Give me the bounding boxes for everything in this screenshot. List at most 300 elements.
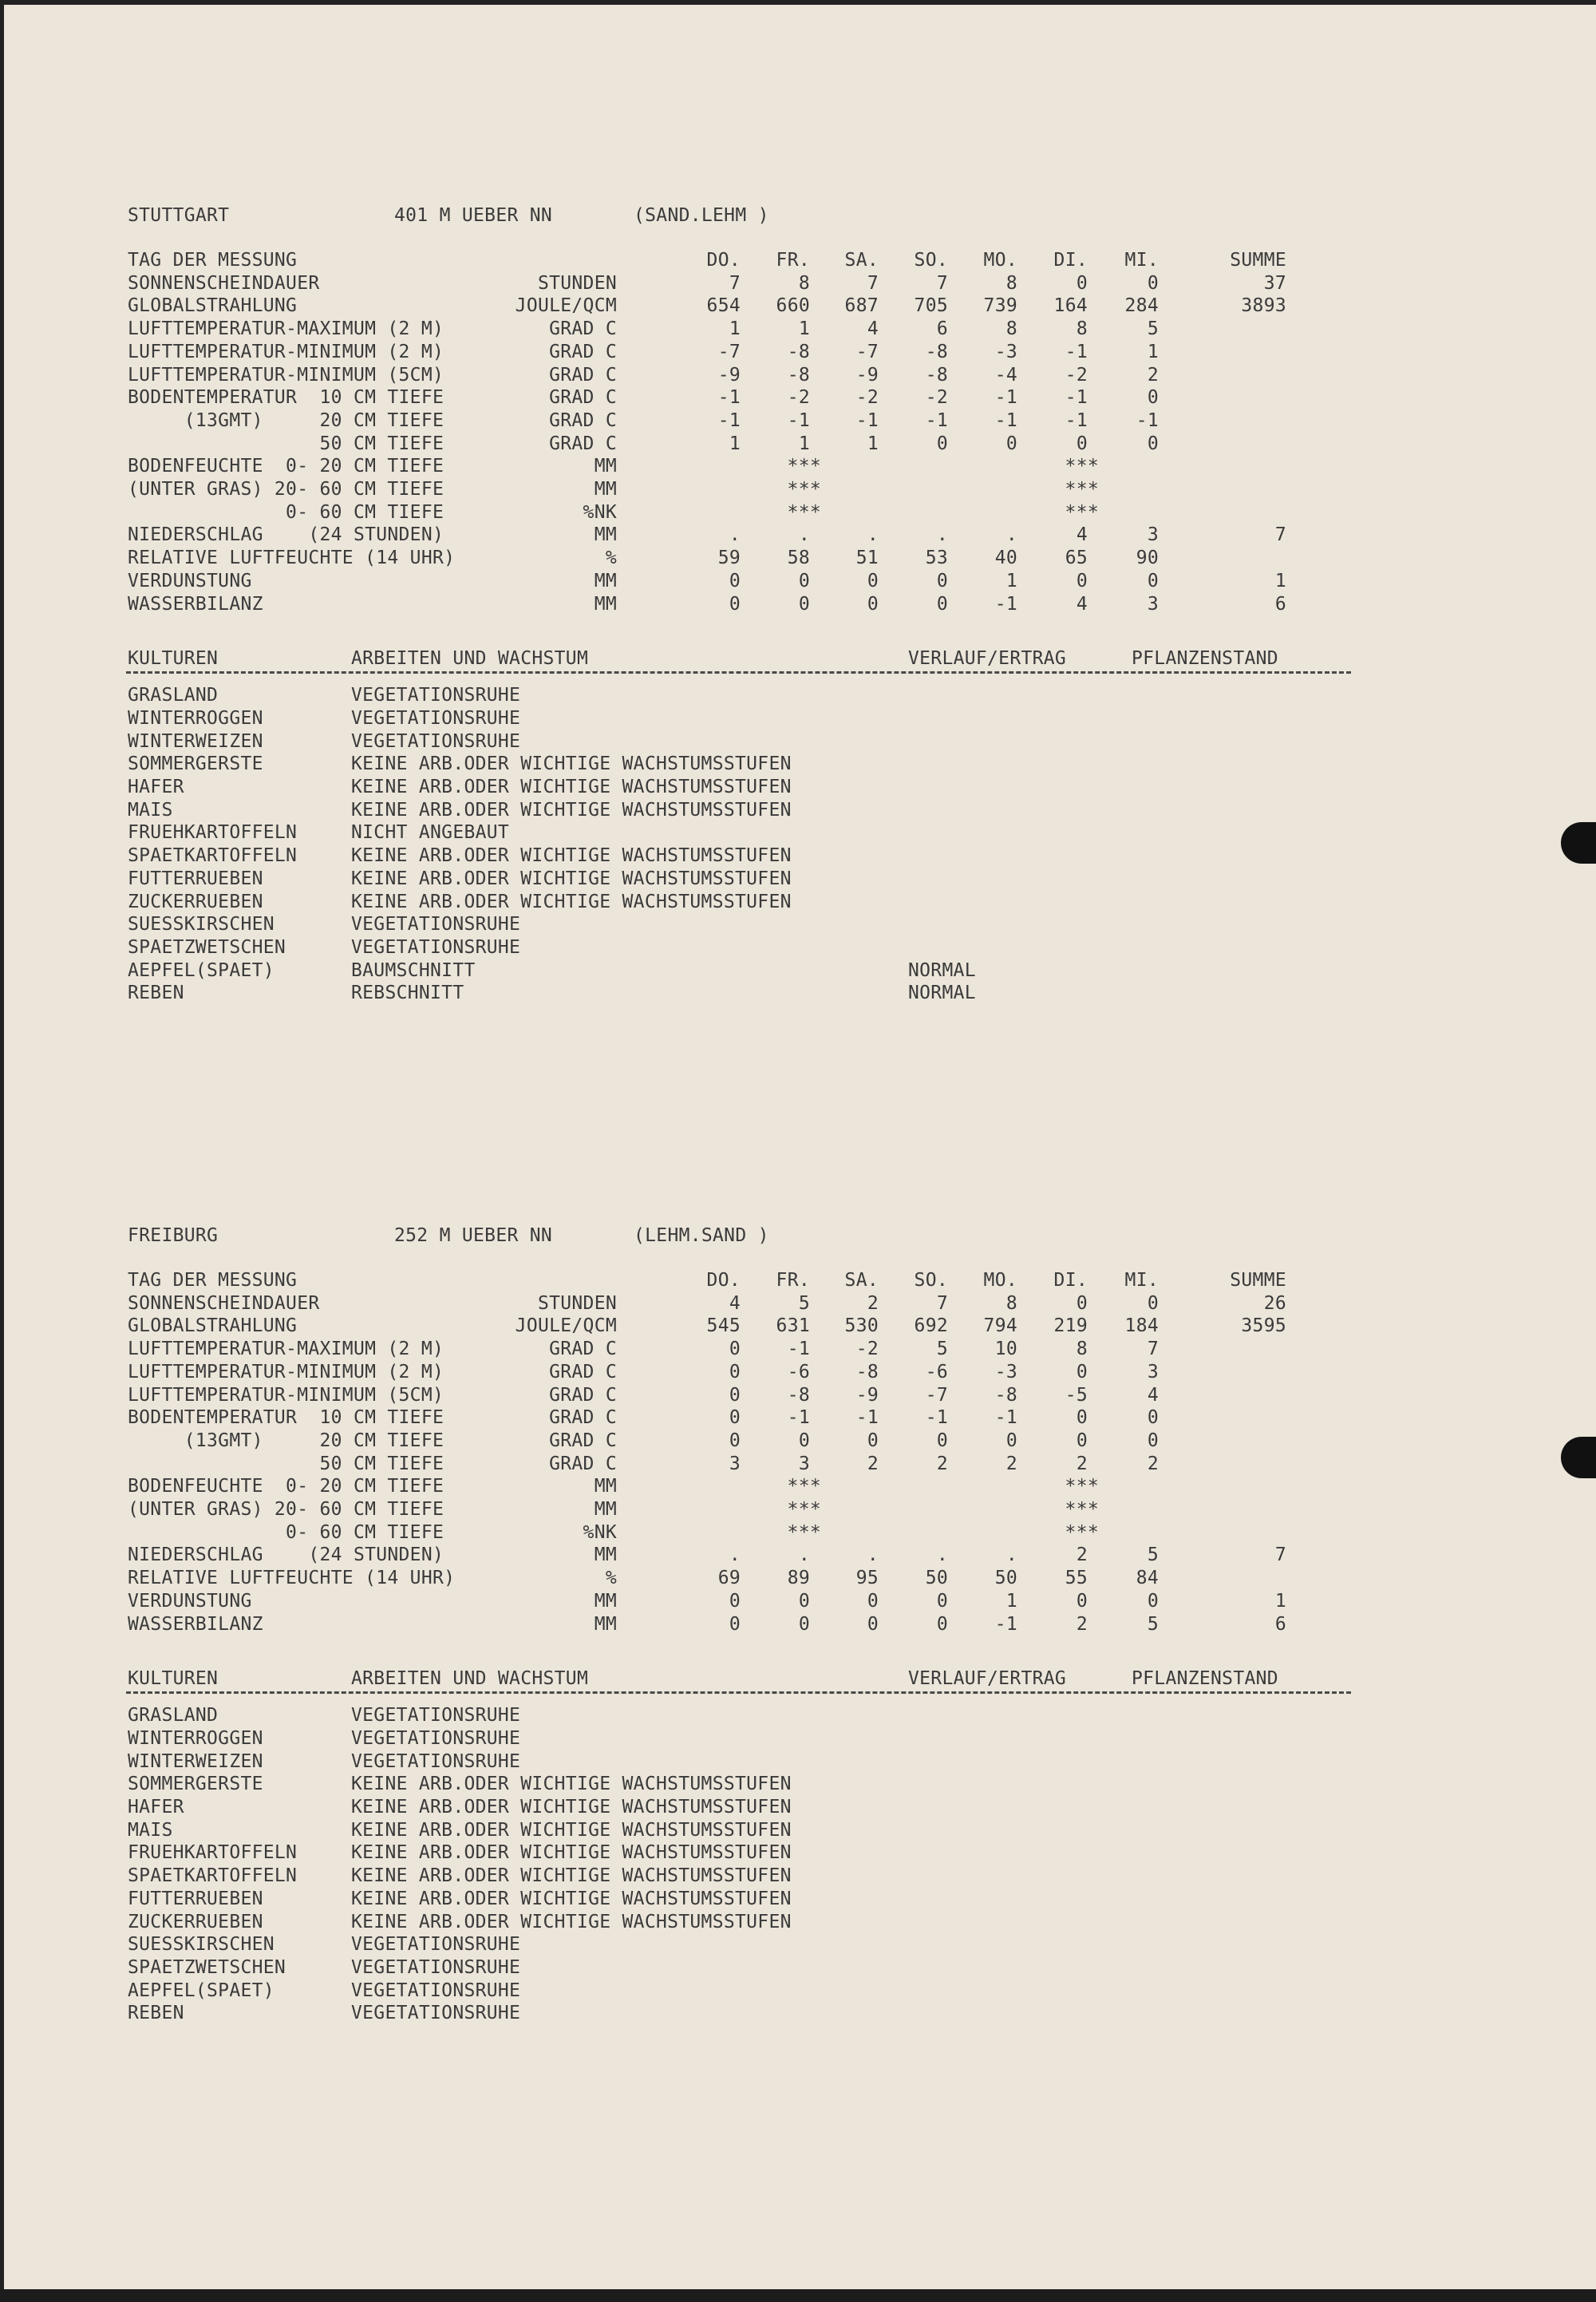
measure-value: 530 bbox=[844, 1315, 879, 1337]
measure-label: LUFTTEMPERATUR-MINIMUM (5CM) bbox=[128, 1384, 444, 1406]
crop-name: MAIS bbox=[128, 1819, 173, 1841]
measure-value: 7 bbox=[729, 272, 741, 294]
crop-name: AEPFEL(SPAET) bbox=[128, 1980, 275, 2001]
crop-name: FUTTERRUEBEN bbox=[128, 1888, 263, 1909]
measure-unit: STUNDEN bbox=[537, 272, 617, 294]
measure-value: *** bbox=[1065, 501, 1099, 523]
measure-value: 3 bbox=[1147, 1361, 1159, 1382]
measure-value: -8 bbox=[787, 341, 810, 362]
measure-unit: GRAD C bbox=[549, 1339, 617, 1360]
measure-label: LUFTTEMPERATUR-MAXIMUM (2 M) bbox=[128, 318, 444, 340]
measure-value: -3 bbox=[994, 1361, 1017, 1382]
measure-value: 0 bbox=[1147, 433, 1159, 454]
measure-unit: GRAD C bbox=[549, 1430, 617, 1451]
measure-unit: GRAD C bbox=[549, 318, 617, 340]
measure-label: BODENFEUCHTE 0- 20 CM TIEFE bbox=[128, 456, 444, 477]
crop-work: VEGETATIONSRUHE bbox=[351, 1705, 521, 1726]
measure-value: -1 bbox=[855, 409, 879, 431]
measure-value: *** bbox=[1065, 1521, 1099, 1543]
measure-value: 1 bbox=[798, 433, 810, 454]
measure-unit: MM bbox=[594, 1613, 617, 1635]
measure-value: 59 bbox=[717, 548, 741, 569]
crop-name: SOMMERGERSTE bbox=[128, 753, 263, 775]
station-name: STUTTGART bbox=[128, 205, 230, 226]
measure-value: 631 bbox=[776, 1315, 810, 1337]
measure-unit: GRAD C bbox=[549, 341, 617, 362]
measure-value: 2 bbox=[936, 1453, 948, 1474]
measure-value: 4 bbox=[1147, 1384, 1159, 1406]
day-header: DI. bbox=[1053, 1270, 1088, 1291]
measure-value: 0 bbox=[798, 570, 810, 591]
measure-value: -5 bbox=[1065, 1384, 1088, 1406]
measure-value: -1 bbox=[855, 1407, 879, 1429]
measure-value: . bbox=[1005, 524, 1017, 546]
measure-unit: MM bbox=[594, 479, 617, 500]
measure-value: 0 bbox=[729, 1430, 741, 1451]
measure-value: -1 bbox=[994, 409, 1017, 431]
crop-name: GRASLAND bbox=[128, 1705, 219, 1726]
day-header: SO. bbox=[914, 1270, 948, 1291]
crops-header-pflanzenstand: PFLANZENSTAND bbox=[1132, 1668, 1278, 1690]
measure-value: . bbox=[729, 524, 741, 546]
measure-value: 0 bbox=[1147, 387, 1159, 409]
measure-value: -7 bbox=[717, 341, 741, 362]
measure-value: 5 bbox=[1147, 1545, 1159, 1566]
crop-name: SUESSKIRSCHEN bbox=[128, 1934, 275, 1956]
measure-value: 95 bbox=[855, 1568, 879, 1589]
measure-value: 0 bbox=[1076, 1430, 1088, 1451]
measure-sum: 1 bbox=[1274, 1590, 1286, 1612]
measure-value: -1 bbox=[925, 1407, 948, 1429]
measure-value: 1 bbox=[867, 433, 879, 454]
measure-label: VERDUNSTUNG bbox=[128, 1590, 252, 1612]
day-header: DI. bbox=[1053, 250, 1088, 271]
measure-value: 7 bbox=[936, 272, 948, 294]
station-soil: (SAND.LEHM ) bbox=[634, 205, 769, 226]
measure-value: 40 bbox=[994, 548, 1017, 569]
measure-value: 3 bbox=[798, 1453, 810, 1474]
measure-value: 51 bbox=[855, 548, 879, 569]
measure-unit: GRAD C bbox=[549, 1453, 617, 1474]
measure-label: 50 CM TIEFE bbox=[128, 433, 444, 454]
dashed-separator bbox=[126, 1691, 1351, 1694]
measure-label: BODENTEMPERATUR 10 CM TIEFE bbox=[128, 1407, 444, 1429]
measure-sum: 7 bbox=[1274, 1545, 1286, 1566]
measure-value: -9 bbox=[855, 1384, 879, 1406]
crop-work: VEGETATIONSRUHE bbox=[351, 1934, 521, 1956]
crop-work: KEINE ARB.ODER WICHTIGE WACHSTUMSSTUFEN bbox=[351, 868, 792, 889]
measure-value: 0 bbox=[867, 1613, 879, 1635]
day-header: MI. bbox=[1124, 250, 1159, 271]
measure-value: *** bbox=[787, 479, 821, 500]
measure-label: GLOBALSTRAHLUNG bbox=[128, 1315, 298, 1337]
measure-unit: MM bbox=[594, 524, 617, 546]
measure-value: 0 bbox=[1076, 570, 1088, 591]
crop-work: VEGETATIONSRUHE bbox=[351, 1956, 521, 1978]
measure-value: -1 bbox=[717, 387, 741, 409]
scan-edge-bottom bbox=[0, 2289, 1596, 2302]
measure-unit: MM bbox=[594, 1545, 617, 1566]
measure-value: -4 bbox=[994, 364, 1017, 386]
day-header: FR. bbox=[776, 1270, 810, 1291]
measure-sum: 3893 bbox=[1241, 295, 1286, 317]
day-header: DO. bbox=[706, 1270, 741, 1291]
measure-value: -1 bbox=[717, 409, 741, 431]
measure-unit: %NK bbox=[583, 1521, 617, 1543]
measure-value: 545 bbox=[706, 1315, 741, 1337]
crop-name: MAIS bbox=[128, 799, 173, 821]
crop-work: VEGETATIONSRUHE bbox=[351, 1750, 521, 1772]
measure-value: 10 bbox=[994, 1339, 1017, 1360]
measure-value: 0 bbox=[1076, 1590, 1088, 1612]
measure-value: 0 bbox=[729, 1384, 741, 1406]
measure-value: -2 bbox=[1065, 364, 1088, 386]
crop-work: KEINE ARB.ODER WICHTIGE WACHSTUMSSTUFEN bbox=[351, 799, 792, 821]
crop-name: SOMMERGERSTE bbox=[128, 1774, 263, 1795]
measure-value: 0 bbox=[1076, 433, 1088, 454]
crop-name: REBEN bbox=[128, 2003, 184, 2024]
measure-value: *** bbox=[787, 456, 821, 477]
measure-value: 0 bbox=[798, 1613, 810, 1635]
measure-value: *** bbox=[787, 1521, 821, 1543]
punch-hole bbox=[1561, 1437, 1596, 1478]
measure-value: *** bbox=[787, 1476, 821, 1497]
measure-value: 687 bbox=[844, 295, 879, 317]
measure-label: NIEDERSCHLAG (24 STUNDEN) bbox=[128, 524, 444, 546]
measure-unit: GRAD C bbox=[549, 1384, 617, 1406]
measure-label: LUFTTEMPERATUR-MAXIMUM (2 M) bbox=[128, 1339, 444, 1360]
measure-label: LUFTTEMPERATUR-MINIMUM (2 M) bbox=[128, 1361, 444, 1382]
measure-value: 53 bbox=[925, 548, 948, 569]
measure-value: -3 bbox=[994, 341, 1017, 362]
crop-work: KEINE ARB.ODER WICHTIGE WACHSTUMSSTUFEN bbox=[351, 1888, 792, 1909]
measure-value: 2 bbox=[867, 1453, 879, 1474]
measure-value: 0 bbox=[798, 593, 810, 615]
measurement-label: TAG DER MESSUNG bbox=[128, 250, 298, 271]
measure-value: 58 bbox=[787, 548, 810, 569]
dashed-separator bbox=[126, 671, 1351, 674]
measure-unit: GRAD C bbox=[549, 409, 617, 431]
measure-value: -1 bbox=[994, 387, 1017, 409]
measure-value: -1 bbox=[1065, 409, 1088, 431]
crop-work: KEINE ARB.ODER WICHTIGE WACHSTUMSSTUFEN bbox=[351, 1797, 792, 1817]
crop-work: BAUMSCHNITT bbox=[351, 959, 476, 981]
station-elevation: 401 M UEBER NN bbox=[394, 205, 553, 226]
measure-value: 660 bbox=[776, 295, 810, 317]
measure-value: 5 bbox=[798, 1292, 810, 1314]
measure-label: 0- 60 CM TIEFE bbox=[128, 501, 444, 523]
measure-value: 654 bbox=[706, 295, 741, 317]
measure-value: 69 bbox=[717, 1568, 741, 1589]
measure-value: 4 bbox=[729, 1292, 741, 1314]
crops-header-pflanzenstand: PFLANZENSTAND bbox=[1132, 648, 1278, 670]
sum-header: SUMME bbox=[1230, 1270, 1286, 1291]
measure-value: 0 bbox=[729, 570, 741, 591]
measure-value: 8 bbox=[1005, 1292, 1017, 1314]
measure-value: 0 bbox=[1005, 433, 1017, 454]
measure-value: 65 bbox=[1065, 548, 1088, 569]
measure-value: 6 bbox=[936, 318, 948, 340]
measure-value: 0 bbox=[867, 1430, 879, 1451]
measure-value: 0 bbox=[1147, 272, 1159, 294]
measure-value: -8 bbox=[787, 1384, 810, 1406]
measure-value: . bbox=[798, 524, 810, 546]
measure-value: . bbox=[936, 1545, 948, 1566]
crop-course: NORMAL bbox=[908, 959, 976, 981]
measure-value: 84 bbox=[1136, 1568, 1159, 1589]
measurement-label: TAG DER MESSUNG bbox=[128, 1270, 298, 1291]
measure-value: 7 bbox=[1147, 1339, 1159, 1360]
measure-value: 0 bbox=[1076, 1407, 1088, 1429]
measure-unit: MM bbox=[594, 593, 617, 615]
crop-work: VEGETATIONSRUHE bbox=[351, 2003, 521, 2024]
measure-value: -8 bbox=[994, 1384, 1017, 1406]
measure-label: (13GMT) 20 CM TIEFE bbox=[128, 1430, 444, 1451]
measure-value: -2 bbox=[855, 387, 879, 409]
crop-name: SPAETKARTOFFELN bbox=[128, 1865, 298, 1887]
measure-value: . bbox=[729, 1545, 741, 1566]
crop-name: GRASLAND bbox=[128, 685, 219, 706]
day-header: SO. bbox=[914, 250, 948, 271]
measure-value: -6 bbox=[925, 1361, 948, 1382]
measure-unit: JOULE/QCM bbox=[515, 295, 617, 317]
measure-value: -2 bbox=[787, 387, 810, 409]
measure-sum: 3595 bbox=[1241, 1315, 1286, 1337]
measure-value: 0 bbox=[867, 593, 879, 615]
crop-name: FRUEHKARTOFFELN bbox=[128, 822, 298, 844]
crop-work: KEINE ARB.ODER WICHTIGE WACHSTUMSSTUFEN bbox=[351, 777, 792, 797]
measure-value: 90 bbox=[1136, 548, 1159, 569]
measure-unit: %NK bbox=[583, 501, 617, 523]
measure-sum: 26 bbox=[1263, 1292, 1286, 1314]
measure-value: -7 bbox=[855, 341, 879, 362]
measure-value: -2 bbox=[855, 1339, 879, 1360]
crops-header-arbeiten: ARBEITEN UND WACHSTUM bbox=[351, 648, 589, 670]
measure-value: 0 bbox=[729, 1407, 741, 1429]
station-soil: (LEHM.SAND ) bbox=[634, 1225, 769, 1246]
measure-label: BODENTEMPERATUR 10 CM TIEFE bbox=[128, 387, 444, 409]
measure-value: 2 bbox=[1147, 364, 1159, 386]
crop-work: KEINE ARB.ODER WICHTIGE WACHSTUMSSTUFEN bbox=[351, 1842, 792, 1864]
crops-header-verlauf: VERLAUF/ERTRAG bbox=[908, 1668, 1067, 1690]
crop-work: VEGETATIONSRUHE bbox=[351, 1980, 521, 2001]
measure-value: -1 bbox=[787, 1407, 810, 1429]
crop-work: KEINE ARB.ODER WICHTIGE WACHSTUMSSTUFEN bbox=[351, 1865, 792, 1887]
punch-hole bbox=[1561, 822, 1596, 864]
measure-value: -8 bbox=[855, 1361, 879, 1382]
measure-value: -1 bbox=[994, 593, 1017, 615]
measure-sum: 6 bbox=[1274, 1613, 1286, 1635]
crop-name: SUESSKIRSCHEN bbox=[128, 914, 275, 935]
crop-work: VEGETATIONSRUHE bbox=[351, 1727, 521, 1749]
crop-name: WINTERWEIZEN bbox=[128, 1750, 263, 1772]
measure-label: WASSERBILANZ bbox=[128, 593, 263, 615]
measure-value: 8 bbox=[1076, 318, 1088, 340]
crop-work: KEINE ARB.ODER WICHTIGE WACHSTUMSSTUFEN bbox=[351, 1911, 792, 1932]
measure-value: 3 bbox=[729, 1453, 741, 1474]
measure-value: *** bbox=[787, 501, 821, 523]
measure-value: 0 bbox=[798, 1430, 810, 1451]
scan-edge-left bbox=[0, 0, 4, 2302]
measure-value: 7 bbox=[936, 1292, 948, 1314]
measure-unit: STUNDEN bbox=[537, 1292, 617, 1314]
crop-name: FRUEHKARTOFFELN bbox=[128, 1842, 298, 1864]
crop-name: SPAETKARTOFFELN bbox=[128, 845, 298, 867]
measure-value: 0 bbox=[867, 570, 879, 591]
day-header: MO. bbox=[983, 250, 1017, 271]
measure-value: 1 bbox=[1147, 341, 1159, 362]
measure-value: 2 bbox=[1147, 1453, 1159, 1474]
day-header: DO. bbox=[706, 250, 741, 271]
measure-sum: 37 bbox=[1263, 272, 1286, 294]
measure-value: 0 bbox=[1147, 570, 1159, 591]
measure-unit: GRAD C bbox=[549, 1407, 617, 1429]
measure-value: -9 bbox=[855, 364, 879, 386]
measure-value: 692 bbox=[914, 1315, 948, 1337]
measure-label: SONNENSCHEINDAUER bbox=[128, 272, 320, 294]
measure-value: *** bbox=[1065, 479, 1099, 500]
measure-value: 0 bbox=[1005, 1430, 1017, 1451]
measure-value: 4 bbox=[867, 318, 879, 340]
measure-label: (13GMT) 20 CM TIEFE bbox=[128, 409, 444, 431]
measure-value: -1 bbox=[787, 409, 810, 431]
measure-unit: GRAD C bbox=[549, 387, 617, 409]
crops-header-verlauf: VERLAUF/ERTRAG bbox=[908, 648, 1067, 670]
crop-work: VEGETATIONSRUHE bbox=[351, 936, 521, 958]
measure-value: -8 bbox=[787, 364, 810, 386]
measure-value: -1 bbox=[925, 409, 948, 431]
measure-label: 50 CM TIEFE bbox=[128, 1453, 444, 1474]
measure-value: *** bbox=[787, 1499, 821, 1520]
measure-value: 1 bbox=[729, 433, 741, 454]
crop-name: ZUCKERRUEBEN bbox=[128, 891, 263, 912]
crop-name: HAFER bbox=[128, 1797, 184, 1817]
crop-name: WINTERROGGEN bbox=[128, 1727, 263, 1749]
crop-work: KEINE ARB.ODER WICHTIGE WACHSTUMSSTUFEN bbox=[351, 891, 792, 912]
measure-value: 0 bbox=[729, 1361, 741, 1382]
day-header: MO. bbox=[983, 1270, 1017, 1291]
measure-value: 0 bbox=[729, 1339, 741, 1360]
measure-value: 2 bbox=[1076, 1613, 1088, 1635]
measure-value: -1 bbox=[1065, 341, 1088, 362]
measure-sum: 1 bbox=[1274, 570, 1286, 591]
measure-value: -2 bbox=[925, 387, 948, 409]
crop-course: NORMAL bbox=[908, 983, 976, 1004]
measure-value: 1 bbox=[1005, 1590, 1017, 1612]
measure-unit: GRAD C bbox=[549, 1361, 617, 1382]
crop-name: ZUCKERRUEBEN bbox=[128, 1911, 263, 1932]
crop-name: HAFER bbox=[128, 777, 184, 797]
measure-value: 164 bbox=[1053, 295, 1088, 317]
measure-value: . bbox=[798, 1545, 810, 1566]
measure-value: 50 bbox=[994, 1568, 1017, 1589]
measure-value: 2 bbox=[1076, 1545, 1088, 1566]
measure-value: 5 bbox=[1147, 318, 1159, 340]
measure-value: 0 bbox=[936, 1430, 948, 1451]
measure-label: GLOBALSTRAHLUNG bbox=[128, 295, 298, 317]
measure-unit: MM bbox=[594, 570, 617, 591]
crop-name: WINTERROGGEN bbox=[128, 707, 263, 729]
measure-value: 705 bbox=[914, 295, 948, 317]
measure-value: 8 bbox=[798, 272, 810, 294]
measure-unit: MM bbox=[594, 1476, 617, 1497]
station-elevation: 252 M UEBER NN bbox=[394, 1225, 553, 1246]
measure-value: 7 bbox=[867, 272, 879, 294]
measure-value: 8 bbox=[1076, 1339, 1088, 1360]
measure-value: -1 bbox=[994, 1407, 1017, 1429]
measure-value: 0 bbox=[729, 1590, 741, 1612]
measure-value: -1 bbox=[1065, 387, 1088, 409]
measure-value: 0 bbox=[1076, 1361, 1088, 1382]
measure-value: 8 bbox=[1005, 318, 1017, 340]
measure-value: 0 bbox=[936, 570, 948, 591]
measure-value: 0 bbox=[1076, 272, 1088, 294]
measure-value: 0 bbox=[936, 1590, 948, 1612]
crop-work: KEINE ARB.ODER WICHTIGE WACHSTUMSSTUFEN bbox=[351, 845, 792, 867]
measure-value: 2 bbox=[1076, 1453, 1088, 1474]
measure-value: 5 bbox=[1147, 1613, 1159, 1635]
measure-value: -8 bbox=[925, 341, 948, 362]
measure-value: 3 bbox=[1147, 524, 1159, 546]
day-header: SA. bbox=[844, 1270, 879, 1291]
measure-label: RELATIVE LUFTFEUCHTE (14 UHR) bbox=[128, 548, 456, 569]
measure-sum: 7 bbox=[1274, 524, 1286, 546]
measure-value: 3 bbox=[1147, 593, 1159, 615]
measure-value: -7 bbox=[925, 1384, 948, 1406]
station-name: FREIBURG bbox=[128, 1225, 219, 1246]
measure-label: (UNTER GRAS) 20- 60 CM TIEFE bbox=[128, 479, 444, 500]
measure-value: -8 bbox=[925, 364, 948, 386]
crops-header-arbeiten: ARBEITEN UND WACHSTUM bbox=[351, 1668, 589, 1690]
crop-name: AEPFEL(SPAET) bbox=[128, 959, 275, 981]
measure-value: 0 bbox=[798, 1590, 810, 1612]
measure-value: 1 bbox=[798, 318, 810, 340]
measure-sum: 6 bbox=[1274, 593, 1286, 615]
measure-value: 0 bbox=[1076, 1292, 1088, 1314]
measure-value: 2 bbox=[1005, 1453, 1017, 1474]
measure-value: 4 bbox=[1076, 593, 1088, 615]
crops-header-kulturen: KULTUREN bbox=[128, 648, 219, 670]
crop-work: VEGETATIONSRUHE bbox=[351, 914, 521, 935]
measure-value: 284 bbox=[1124, 295, 1159, 317]
measure-label: VERDUNSTUNG bbox=[128, 570, 252, 591]
measure-value: -1 bbox=[1136, 409, 1159, 431]
measure-value: 0 bbox=[936, 593, 948, 615]
scan-edge-top bbox=[0, 0, 1596, 5]
measure-value: 0 bbox=[867, 1590, 879, 1612]
measure-value: 8 bbox=[1005, 272, 1017, 294]
measure-value: . bbox=[867, 524, 879, 546]
measure-unit: % bbox=[605, 1568, 617, 1589]
crop-name: SPAETZWETSCHEN bbox=[128, 936, 286, 958]
measure-value: 0 bbox=[729, 593, 741, 615]
measure-value: 0 bbox=[936, 433, 948, 454]
crop-work: NICHT ANGEBAUT bbox=[351, 822, 510, 844]
measure-value: -6 bbox=[787, 1361, 810, 1382]
day-header: FR. bbox=[776, 250, 810, 271]
measure-label: NIEDERSCHLAG (24 STUNDEN) bbox=[128, 1545, 444, 1566]
measure-label: LUFTTEMPERATUR-MINIMUM (2 M) bbox=[128, 341, 444, 362]
measure-value: 739 bbox=[983, 295, 1017, 317]
crop-name: SPAETZWETSCHEN bbox=[128, 1956, 286, 1978]
measure-label: RELATIVE LUFTFEUCHTE (14 UHR) bbox=[128, 1568, 456, 1589]
measure-unit: MM bbox=[594, 1499, 617, 1520]
crop-name: WINTERWEIZEN bbox=[128, 730, 263, 752]
measure-value: 219 bbox=[1053, 1315, 1088, 1337]
measure-value: 794 bbox=[983, 1315, 1017, 1337]
crop-name: REBEN bbox=[128, 983, 184, 1004]
measure-unit: GRAD C bbox=[549, 433, 617, 454]
